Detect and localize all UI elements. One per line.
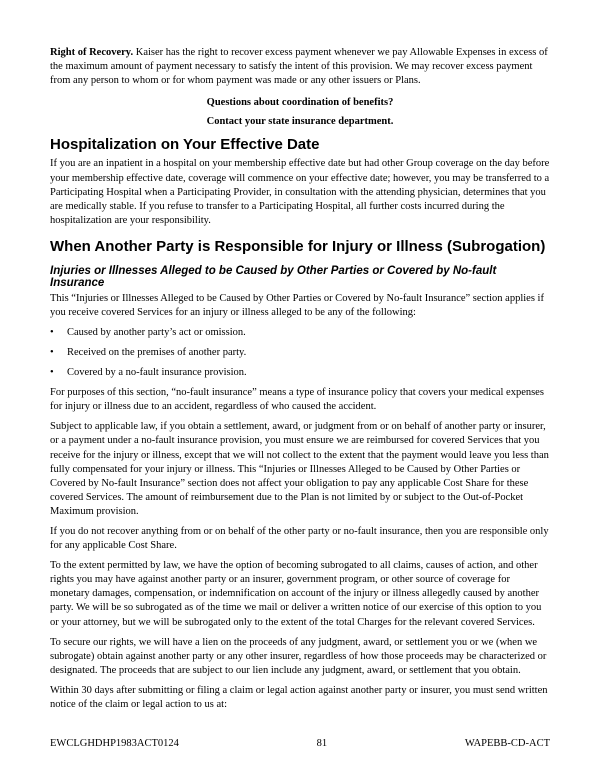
no-fault-definition-paragraph: For purposes of this section, “no-fault insurance” means a type of insurance policy that covers your medical expenses for injury or illness due to an accident, regardless of who caused the accident. <box>50 387 544 413</box>
bullet-glyph: • <box>50 327 54 339</box>
footer-document-code: EWCLGHDHP1983ACT0124 <box>50 738 179 749</box>
reimbursement-paragraph: Subject to applicable law, if you obtain a settlement, award, or judgment from or on behalf of another party or insurer, or a payment under a no-fault insurance provision, you must ensure we are reimbursed for covered Services that you receive for the injury or illness, except that we will not collect to the extent that the payment would leave you less than fully compensated for your injury or illness. This “Injuries or Illnesses Alleged to be Caused by Other Parties or Covered by No-fault Insurance” section does not affect your obligation to pay any applicable Cost Share for these covered Services. The amount of reimbursement due to the Plan is not limited by or subject to the Out-of-Pocket Maximum provision. <box>50 421 549 517</box>
subrogation-heading: When Another Party is Responsible for Injury or Illness (Subrogation) <box>50 237 546 255</box>
right-of-recovery-lead: Right of Recovery. <box>50 47 134 58</box>
bullet-item <box>50 346 550 360</box>
no-recovery-paragraph: If you do not recover anything from or on behalf of the other party or no-fault insurance, then you are responsible only for any applicable Cost Share. <box>50 525 549 552</box>
footer-page-number: 81 <box>316 738 328 749</box>
questions-line: Questions about coordination of benefits? <box>206 97 394 109</box>
bullet-text: Covered by a no-fault insurance provision. <box>67 367 247 379</box>
bullet-text: Received on the premises of another party. <box>67 347 247 359</box>
bullet-glyph: • <box>50 367 54 379</box>
hospitalization-paragraph: If you are an inpatient in a hospital on your membership effective date but had other Group coverage on the day before your membership effective date, coverage will commence on your effective date; however, you may be transferred to a Participating Hospital when a Participating Provider, in consultation with the attending physician, determines that you are medically stable. If you refuse to transfer to a Participating Hospital, all further costs incurred during the hospitalization are your responsibility. <box>50 158 550 226</box>
bullet-item <box>50 366 550 380</box>
hospitalization-heading: Hospitalization on Your Effective Date <box>50 136 320 154</box>
right-of-recovery-paragraph <box>50 46 550 88</box>
bullet-text: Caused by another party’s act or omission. <box>67 327 246 339</box>
subrogation-subheading: Injuries or Illnesses Alleged to be Caused by Other Parties or Covered by No-fault Insurance <box>50 264 497 290</box>
bullet-glyph: • <box>50 347 54 359</box>
subrogation-bullet-list <box>50 326 550 380</box>
document-page <box>50 46 550 712</box>
written-notice-paragraph: Within 30 days after submitting or filing a claim or legal action against another party or insurer, you must send written notice of the claim or legal action to us at: <box>50 684 548 710</box>
lien-paragraph: To secure our rights, we will have a lien on the proceeds of any judgment, award, or settlement you or we (when we subrogate) obtain against another party or any other insurer, regardless of how those proceeds may be characterized or designated. The proceeds that are subject to our lien include any judgment, award, or settlement that you obtain. <box>50 636 547 676</box>
right-of-recovery-text: Kaiser has the right to recover excess payment whenever we pay Allowable Expenses in excess of the maximum amount of payment necessary to satisfy the intent of this provision. We may recover excess payment from any person to whom or for whom payment was made or any other issuers or Plans. <box>50 47 548 87</box>
subrogation-option-paragraph: To the extent permitted by law, we have the option of becoming subrogated to all claims, causes of action, and other rights you may have against another party or an insurer, government program, or other source of coverage for monetary damages, compensation, or indemnification on account of the injury or illness allegedly caused by another party. We will be so subrogated as of the time we mail or deliver a written notice of our exercise of this option to you or your attorney, but we will be subrogated only to the extent of the total Charges for the relevant covered Services. <box>50 560 542 628</box>
contact-line: Contact your state insurance department. <box>206 116 394 128</box>
footer-plan-code: WAPEBB-CD-ACT <box>464 738 550 749</box>
subrogation-intro: This “Injuries or Illnesses Alleged to be Caused by Other Parties or Covered by No-fault Insurance” section applies if you receive covered Services for an injury or illness alleged to be any of the following: <box>50 292 544 319</box>
page-footer <box>50 738 550 749</box>
bullet-item <box>50 326 550 340</box>
